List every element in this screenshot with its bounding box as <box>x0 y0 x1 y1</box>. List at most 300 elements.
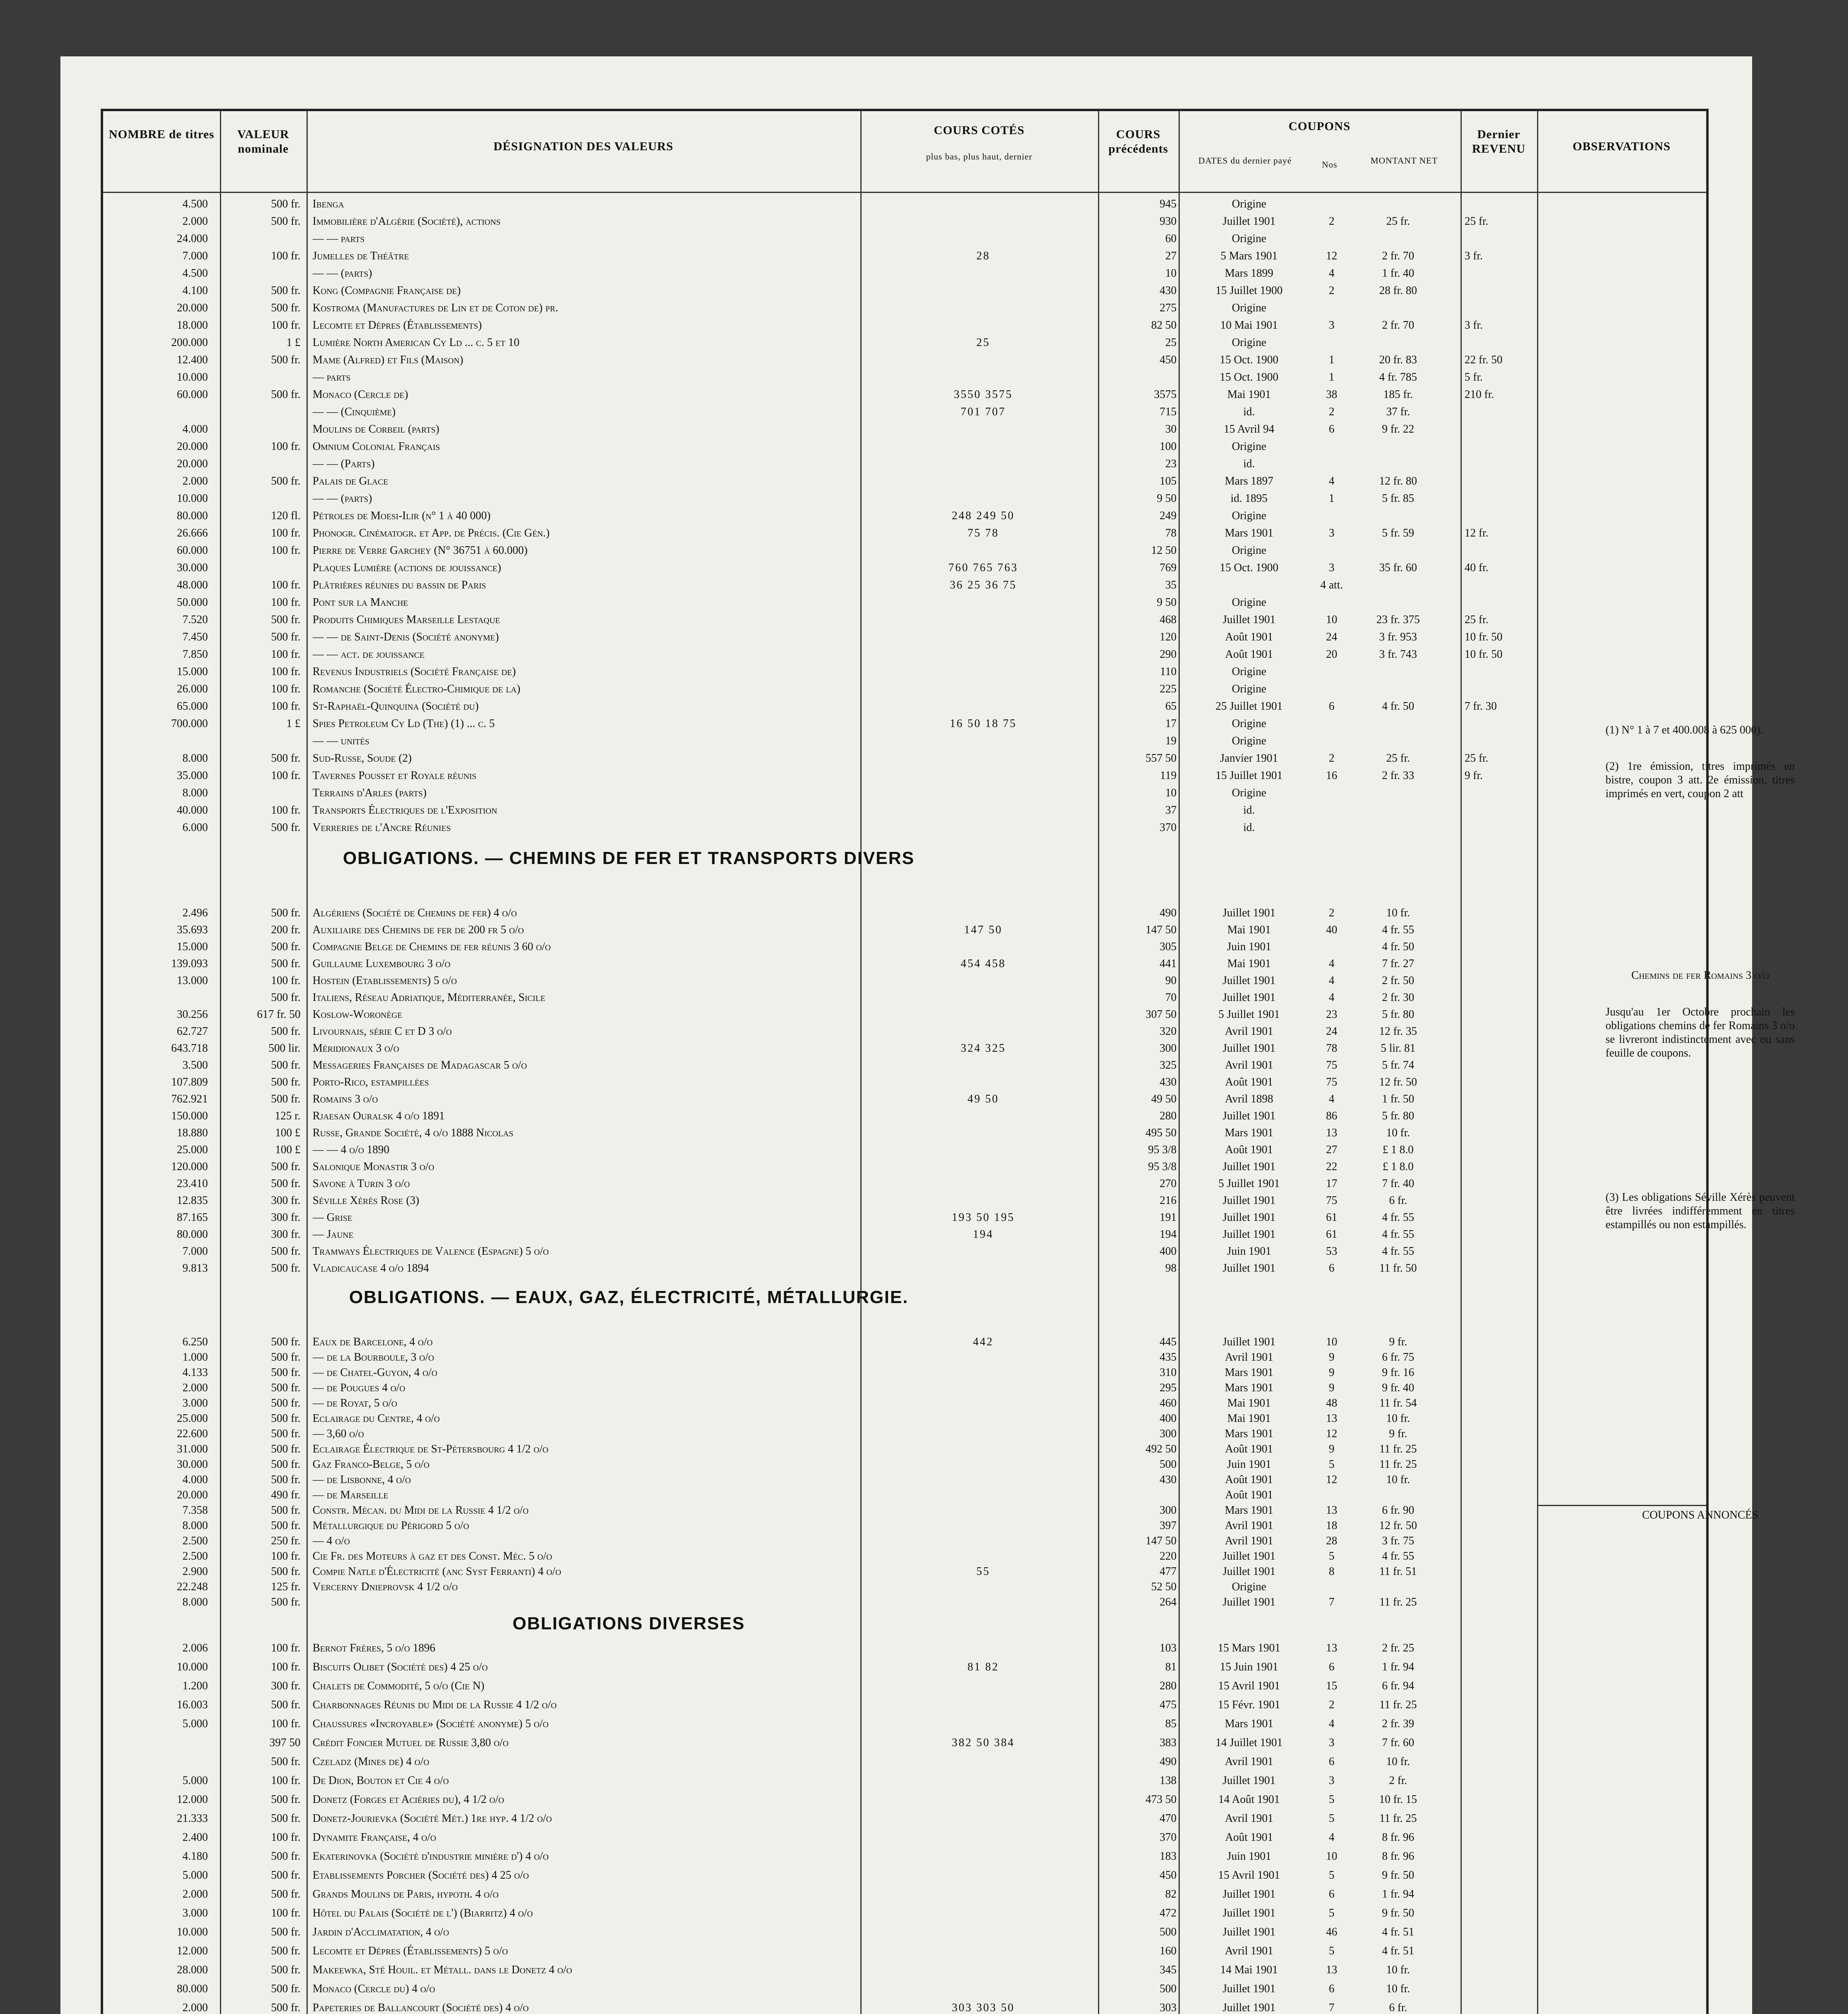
cell-designation: Kostroma (Manufactures de Lin et de Coton de) pr. <box>313 302 558 314</box>
table-row <box>103 1489 1704 1501</box>
cell-coupon-no: 2 <box>1329 752 1334 765</box>
cell-revenu: 12 fr. <box>1465 527 1489 539</box>
table-row <box>103 1093 1704 1105</box>
cell-coupon-date: Juillet 1901 <box>1222 1774 1276 1787</box>
cell-coupon-no: 24 <box>1326 631 1337 643</box>
cell-coupon-date: 25 Juillet 1901 <box>1215 700 1283 713</box>
table-row <box>103 787 1704 799</box>
cell-coupon-date: Origine <box>1232 596 1266 609</box>
cell-nombre: 2.500 <box>182 1535 208 1547</box>
cell-cours-precedent: 430 <box>1160 1473 1177 1486</box>
table-row <box>103 700 1704 713</box>
cell-valeur: 500 fr. <box>271 1755 300 1768</box>
cell-designation: — parts <box>313 371 351 383</box>
table-row <box>103 336 1704 349</box>
cell-cours-precedent: 300 <box>1160 1504 1177 1517</box>
cell-valeur: 500 fr. <box>271 631 300 643</box>
table-row <box>103 1812 1704 1825</box>
table-row <box>103 1144 1704 1156</box>
cell-coupon-no: 23 <box>1326 1008 1337 1021</box>
cell-valeur: 500 fr. <box>271 1596 300 1608</box>
cell-coupon-no: 4 <box>1329 475 1334 487</box>
cell-coupon-no: 2 <box>1329 907 1334 919</box>
cell-cours-precedent: 945 <box>1160 198 1177 210</box>
cell-nombre: 28.000 <box>177 1964 208 1976</box>
table-row <box>103 1680 1704 1692</box>
cell-nombre: 26.000 <box>177 683 208 695</box>
cell-cours-precedent: 160 <box>1160 1945 1177 1957</box>
table-row <box>103 406 1704 418</box>
cell-nombre: 10.000 <box>177 1661 208 1673</box>
cell-cours-precedent: 270 <box>1160 1177 1177 1190</box>
cell-coupon-montant: 12 fr. 50 <box>1379 1519 1417 1532</box>
cell-cours-precedent: 397 <box>1160 1519 1177 1532</box>
cell-cours-precedent: 60 <box>1165 232 1177 245</box>
cell-nombre: 15.000 <box>177 941 208 953</box>
cell-valeur: 500 fr. <box>271 1245 300 1258</box>
cell-valeur: 100 fr. <box>271 1718 300 1730</box>
cell-valeur: 100 fr. <box>271 804 300 816</box>
cell-coupon-no: 5 <box>1329 1793 1334 1806</box>
cell-valeur: 250 fr. <box>271 1535 300 1547</box>
cell-cours-precedent: 490 <box>1160 907 1177 919</box>
cell-designation: Palais de Glace <box>313 475 388 487</box>
cell-coupon-no: 4 <box>1329 974 1334 987</box>
cell-cours-precedent: 95 3/8 <box>1148 1144 1177 1156</box>
cell-coupon-date: Juillet 1901 <box>1222 1228 1276 1241</box>
table-row <box>103 1718 1704 1730</box>
cell-cours-cotes: 193 50 195 <box>952 1211 1015 1224</box>
cell-coupon-montant: 10 fr. <box>1386 1755 1410 1768</box>
cell-valeur: 500 fr. <box>271 1504 300 1517</box>
cell-coupon-no: 78 <box>1326 1042 1337 1055</box>
cell-nombre: 48.000 <box>177 579 208 591</box>
cell-coupon-montant: 4 fr. 55 <box>1382 1550 1415 1562</box>
cell-coupon-date: Avril 1901 <box>1224 1755 1274 1768</box>
cell-coupon-montant: 8 fr. 96 <box>1382 1850 1415 1863</box>
table-row <box>103 1228 1704 1241</box>
header-cours-cotes: COURS COTÉS <box>934 124 1025 137</box>
cell-designation: Vercerny Dnieprovsk 4 1/2 o/o <box>313 1581 458 1593</box>
cell-designation: Dynamite Française, 4 o/o <box>313 1831 436 1844</box>
cell-designation: Guillaume Luxembourg 3 o/o <box>313 957 451 970</box>
cell-designation: — — de Saint-Denis (Société anonyme) <box>313 631 499 643</box>
cell-coupon-montant: 11 fr. 25 <box>1379 1812 1417 1825</box>
table-row <box>103 1888 1704 1900</box>
cell-cours-precedent: 280 <box>1160 1110 1177 1122</box>
cell-valeur: 500 fr. <box>271 1793 300 1806</box>
table-row <box>103 613 1704 626</box>
cell-coupon-montant: 5 fr. 80 <box>1382 1008 1415 1021</box>
table-row <box>103 991 1704 1004</box>
table-row <box>103 284 1704 297</box>
cell-coupon-no: 17 <box>1326 1177 1337 1190</box>
header-designation: DÉSIGNATION DES VALEURS <box>493 140 673 153</box>
cell-coupon-montant: 2 fr. 39 <box>1382 1718 1415 1730</box>
cell-coupon-date: Juillet 1901 <box>1222 1110 1276 1122</box>
cell-designation: — de Chatel-Guyon, 4 o/o <box>313 1366 437 1379</box>
cell-coupon-montant: 23 fr. 375 <box>1376 613 1420 626</box>
cell-cours-precedent: 191 <box>1160 1211 1177 1224</box>
cell-coupon-no: 9 <box>1329 1382 1334 1394</box>
cell-coupon-date: 5 Mars 1901 <box>1220 250 1278 262</box>
cell-coupon-date: 15 Mars 1901 <box>1218 1642 1280 1654</box>
cell-cours-precedent: 495 50 <box>1146 1127 1177 1139</box>
table-row <box>103 1177 1704 1190</box>
cell-coupon-date: Juillet 1901 <box>1222 1211 1276 1224</box>
cell-coupon-date: Août 1901 <box>1225 1489 1273 1501</box>
cell-coupon-date: Juillet 1901 <box>1222 1907 1276 1919</box>
cell-cours-precedent: 9 50 <box>1157 596 1177 609</box>
cell-cours-precedent: 95 3/8 <box>1148 1160 1177 1173</box>
cell-coupon-date: Juillet 1901 <box>1222 1042 1276 1055</box>
table-row <box>103 250 1704 262</box>
cell-coupon-date: Origine <box>1232 302 1266 314</box>
cell-coupon-montant: 2 fr. 70 <box>1382 319 1415 332</box>
cell-cours-precedent: 264 <box>1160 1596 1177 1608</box>
cell-coupon-montant: 2 fr. <box>1389 1774 1407 1787</box>
cell-coupon-no: 3 <box>1329 319 1334 332</box>
cell-nombre: 5.000 <box>182 1774 208 1787</box>
cell-nombre: 2.006 <box>182 1642 208 1654</box>
cell-coupon-no: 4 <box>1329 267 1334 280</box>
cell-coupon-no: 9 <box>1329 1366 1334 1379</box>
cell-designation: Grands Moulins de Paris, hypoth. 4 o/o <box>313 1888 499 1900</box>
cell-cours-precedent: 430 <box>1160 1076 1177 1088</box>
cell-nombre: 643.718 <box>171 1042 208 1055</box>
cell-cours-precedent: 65 <box>1165 700 1177 713</box>
cell-designation: Algériens (Société de Chemins de fer) 4 o/o <box>313 907 517 919</box>
cell-nombre: 60.000 <box>177 544 208 557</box>
cell-designation: — — (Cinquième) <box>313 406 396 418</box>
cell-designation: Jardin d'Acclimatation, 4 o/o <box>313 1926 449 1938</box>
cell-valeur: 500 fr. <box>271 1177 300 1190</box>
cell-valeur: 500 fr. <box>271 1093 300 1105</box>
cell-coupon-date: Mai 1901 <box>1227 388 1271 401</box>
header-nombre: NOMBRE de titres <box>108 128 215 141</box>
cell-valeur: 120 fl. <box>271 510 300 522</box>
cell-valeur: 100 fr. <box>271 596 300 609</box>
cell-coupon-no: 5 <box>1329 1945 1334 1957</box>
table-row <box>103 804 1704 816</box>
cell-nombre: 24.000 <box>177 232 208 245</box>
cell-coupon-no: 53 <box>1326 1245 1337 1258</box>
cell-coupon-montant: 9 fr. 16 <box>1382 1366 1415 1379</box>
cell-designation: Ibenga <box>313 198 344 210</box>
table-row <box>103 319 1704 332</box>
cell-coupon-montant: 11 fr. 25 <box>1379 1596 1417 1608</box>
cell-cours-precedent: 82 50 <box>1151 319 1177 332</box>
cell-designation: Bernot Frères, 5 o/o 1896 <box>313 1642 435 1654</box>
cell-cours-precedent: 383 <box>1160 1736 1177 1749</box>
cell-valeur: 500 fr. <box>271 1076 300 1088</box>
table-row <box>103 665 1704 678</box>
header-dernier-revenu: Dernier REVENU <box>1472 128 1526 155</box>
cell-nombre: 18.000 <box>177 319 208 332</box>
cell-coupon-date: Origine <box>1232 735 1266 747</box>
cell-coupon-date: 5 Juillet 1901 <box>1218 1177 1280 1190</box>
cell-cours-precedent: 103 <box>1160 1642 1177 1654</box>
table-row <box>103 1008 1704 1021</box>
cell-valeur: 500 fr. <box>271 1926 300 1938</box>
cell-valeur: 100 fr. <box>271 1774 300 1787</box>
cell-nombre: 4.180 <box>182 1850 208 1863</box>
table-row <box>103 717 1704 730</box>
cell-coupon-no: 7 <box>1329 1596 1334 1608</box>
cell-designation: Messageries Françaises de Madagascar 5 o/o <box>313 1059 527 1071</box>
cell-nombre: 2.000 <box>182 2002 208 2014</box>
cell-coupon-no: 75 <box>1326 1194 1337 1207</box>
table-row <box>103 354 1704 366</box>
cell-coupon-montant: 1 fr. 94 <box>1382 1661 1415 1673</box>
cell-cours-precedent: 370 <box>1160 821 1177 834</box>
cell-coupon-no: 28 <box>1326 1535 1337 1547</box>
cell-cours-precedent: 49 50 <box>1151 1093 1177 1105</box>
cell-designation: Biscuits Olibet (Société des) 4 25 o/o <box>313 1661 488 1673</box>
cell-coupon-montant: 2 fr. 25 <box>1382 1642 1415 1654</box>
cell-coupon-date: Juin 1901 <box>1227 1245 1271 1258</box>
cell-cours-cotes: 75 78 <box>968 527 999 539</box>
cell-valeur: 100 fr. <box>271 250 300 262</box>
table-row <box>103 1793 1704 1806</box>
cell-coupon-date: Juillet 1901 <box>1222 1888 1276 1900</box>
cell-revenu: 5 fr. <box>1465 371 1483 383</box>
cell-valeur: 617 fr. 50 <box>257 1008 300 1021</box>
cell-designation: Sud-Russe, Soude (2) <box>313 752 412 765</box>
table-row <box>103 974 1704 987</box>
cell-cours-precedent: 930 <box>1160 215 1177 228</box>
cell-valeur: 500 fr. <box>271 1869 300 1881</box>
table-row <box>103 1596 1704 1608</box>
cell-coupon-no: 2 <box>1329 406 1334 418</box>
cell-nombre: 762.921 <box>171 1093 208 1105</box>
cell-coupon-date: Mars 1901 <box>1224 1428 1274 1440</box>
cell-coupon-montant: 6 fr. 94 <box>1382 1680 1415 1692</box>
cell-coupon-no: 13 <box>1326 1964 1337 1976</box>
coupons-annonces-heading: COUPONS ANNONCÉS <box>1642 1509 1759 1521</box>
table-row <box>103 1443 1704 1455</box>
cell-nombre: 62.727 <box>177 1025 208 1038</box>
cell-valeur: 500 fr. <box>271 388 300 401</box>
cell-nombre: 22.248 <box>177 1581 208 1593</box>
cell-valeur: 500 fr. <box>271 1964 300 1976</box>
header-dates: DATES du dernier payé <box>1198 155 1292 166</box>
cell-nombre: 25.000 <box>177 1144 208 1156</box>
cell-cours-precedent: 441 <box>1160 957 1177 970</box>
cell-cours-precedent: 310 <box>1160 1366 1177 1379</box>
cell-nombre: 139.093 <box>171 957 208 970</box>
cell-valeur: 500 fr. <box>271 613 300 626</box>
cell-designation: Métallurgique du Périgord 5 o/o <box>313 1519 469 1532</box>
cell-valeur: 500 fr. <box>271 821 300 834</box>
cell-nombre: 5.000 <box>182 1718 208 1730</box>
cell-coupon-no: 40 <box>1326 924 1337 936</box>
cell-cours-precedent: 82 <box>1165 1888 1177 1900</box>
cell-cours-precedent: 98 <box>1165 1262 1177 1274</box>
cell-cours-precedent: 307 50 <box>1146 1008 1177 1021</box>
cell-coupon-date: Juillet 1901 <box>1222 974 1276 987</box>
cell-coupon-date: Mars 1901 <box>1224 1718 1274 1730</box>
cell-designation: De Dion, Bouton et Cie 4 o/o <box>313 1774 449 1787</box>
cell-cours-precedent: 500 <box>1160 1983 1177 1995</box>
cell-nombre: 23.410 <box>177 1177 208 1190</box>
cell-coupon-date: Origine <box>1232 683 1266 695</box>
cell-coupon-date: 15 Oct. 1900 <box>1220 354 1278 366</box>
cell-coupon-no: 6 <box>1329 1983 1334 1995</box>
cell-nombre: 4.000 <box>182 1473 208 1486</box>
cell-designation: Mame (Alfred) et Fils (Maison) <box>313 354 464 366</box>
cell-coupon-montant: 12 fr. 35 <box>1379 1025 1417 1038</box>
cell-nombre: 12.000 <box>177 1945 208 1957</box>
cell-coupon-date: Mars 1901 <box>1224 527 1274 539</box>
cell-cours-precedent: 147 50 <box>1146 1535 1177 1547</box>
cell-designation: — de Lisbonne, 4 o/o <box>313 1473 411 1486</box>
cell-cours-precedent: 23 <box>1165 458 1177 470</box>
cell-coupon-date: Juin 1901 <box>1227 1850 1271 1863</box>
table-row <box>103 1565 1704 1578</box>
cell-designation: Moulins de Corbeil (parts) <box>313 423 439 435</box>
cell-valeur: 100 £ <box>275 1144 300 1156</box>
cell-coupon-no: 6 <box>1329 1262 1334 1274</box>
cell-valeur: 100 fr. <box>271 769 300 782</box>
cell-coupon-date: Juillet 1901 <box>1222 215 1276 228</box>
cell-designation: — 3,60 o/o <box>313 1428 364 1440</box>
cell-cours-cotes: 49 50 <box>968 1093 999 1105</box>
cell-nombre: 20.000 <box>177 440 208 453</box>
cell-nombre: 10.000 <box>177 492 208 505</box>
cell-cours-cotes: 55 <box>976 1565 990 1578</box>
cell-coupon-montant: 10 fr. <box>1386 1473 1410 1486</box>
cell-cours-precedent: 500 <box>1160 1458 1177 1471</box>
cell-cours-precedent: 70 <box>1165 991 1177 1004</box>
cell-nombre: 200.000 <box>171 336 208 349</box>
cell-revenu: 40 fr. <box>1465 562 1489 574</box>
cell-valeur: 300 fr. <box>271 1211 300 1224</box>
cell-coupon-montant: 9 fr. <box>1389 1428 1407 1440</box>
cell-nombre: 60.000 <box>177 388 208 401</box>
table-row <box>103 475 1704 487</box>
table-row <box>103 440 1704 453</box>
cell-nombre: 80.000 <box>177 1228 208 1241</box>
table-row <box>103 1907 1704 1919</box>
cell-coupon-no: 5 <box>1329 1812 1334 1825</box>
cell-coupon-no: 15 <box>1326 1680 1337 1692</box>
cell-cours-precedent: 78 <box>1165 527 1177 539</box>
cell-coupon-date: Origine <box>1232 787 1266 799</box>
cell-designation: — de la Bourboule, 3 o/o <box>313 1351 434 1363</box>
cell-nombre: 2.500 <box>182 1550 208 1562</box>
table-row <box>103 648 1704 661</box>
cell-coupon-no: 9 <box>1329 1351 1334 1363</box>
cell-cours-precedent: 370 <box>1160 1831 1177 1844</box>
cell-coupon-date: 14 Mai 1901 <box>1220 1964 1278 1976</box>
cell-valeur: 100 fr. <box>271 1907 300 1919</box>
cell-designation: Constr. Mécan. du Midi de la Russie 4 1/2 o/o <box>313 1504 529 1517</box>
cell-designation: — 4 o/o <box>313 1535 350 1547</box>
cell-designation: — Grise <box>313 1211 352 1224</box>
cell-nombre: 20.000 <box>177 1489 208 1501</box>
table-row <box>103 735 1704 747</box>
cell-coupon-date: Juillet 1901 <box>1222 1565 1276 1578</box>
table-row <box>103 683 1704 695</box>
cell-designation: Eclairage du Centre, 4 o/o <box>313 1412 440 1425</box>
cell-designation: Czeladz (Mines de) 4 o/o <box>313 1755 429 1768</box>
cell-revenu: 25 fr. <box>1465 752 1489 765</box>
cell-revenu: 210 fr. <box>1465 388 1494 401</box>
cell-coupon-no: 1 <box>1329 371 1334 383</box>
cell-cours-precedent: 477 <box>1160 1565 1177 1578</box>
cell-designation: — de Marseille <box>313 1489 388 1501</box>
cell-nombre: 16.003 <box>177 1699 208 1711</box>
cell-coupon-montant: 6 fr. <box>1389 2002 1407 2014</box>
table-row <box>103 1869 1704 1881</box>
cell-nombre: 10.000 <box>177 1926 208 1938</box>
cell-coupon-no: 5 <box>1329 1458 1334 1471</box>
cell-valeur: 100 fr. <box>271 1642 300 1654</box>
table-row <box>103 1366 1704 1379</box>
cell-cours-precedent: 27 <box>1165 250 1177 262</box>
cell-valeur: 500 fr. <box>271 284 300 297</box>
cell-coupon-no: 3 <box>1329 562 1334 574</box>
cell-nombre: 120.000 <box>171 1160 208 1173</box>
cell-coupon-no: 4 <box>1329 1093 1334 1105</box>
cell-cours-precedent: 220 <box>1160 1550 1177 1562</box>
table-row <box>103 232 1704 245</box>
cell-designation: — — 4 o/o 1890 <box>313 1144 389 1156</box>
cell-coupon-montant: 9 fr. 22 <box>1382 423 1415 435</box>
cell-coupon-date: Avril 1901 <box>1224 1945 1274 1957</box>
cell-nombre: 10.000 <box>177 371 208 383</box>
cell-valeur: 500 fr. <box>271 752 300 765</box>
cell-valeur: 100 fr. <box>271 648 300 661</box>
table-row <box>103 1519 1704 1532</box>
cell-designation: Compie Natle d'Électricité (anc Syst Ferranti) 4 o/o <box>313 1565 561 1578</box>
cell-revenu: 25 fr. <box>1465 613 1489 626</box>
cell-coupon-no: 3 <box>1329 1736 1334 1749</box>
cell-coupon-no: 12 <box>1326 250 1337 262</box>
cell-nombre: 31.000 <box>177 1443 208 1455</box>
cell-coupon-date: Juillet 1901 <box>1222 1550 1276 1562</box>
table-row <box>103 924 1704 936</box>
cell-valeur: 200 fr. <box>271 924 300 936</box>
cell-cours-precedent: 225 <box>1160 683 1177 695</box>
table-row <box>103 821 1704 834</box>
cell-nombre: 80.000 <box>177 1983 208 1995</box>
cell-coupon-date: Mai 1901 <box>1227 1397 1271 1409</box>
cell-coupon-date: Mars 1901 <box>1224 1504 1274 1517</box>
cell-designation: — — parts <box>313 232 365 245</box>
cell-designation: Romains 3 o/o <box>313 1093 378 1105</box>
cell-revenu: 22 fr. 50 <box>1465 354 1503 366</box>
cell-valeur: 500 lir. <box>268 1042 300 1055</box>
cell-coupon-no: 6 <box>1329 1888 1334 1900</box>
cell-coupon-date: Origine <box>1232 544 1266 557</box>
cell-designation: Papeteries de Ballancourt (Société des) 4 o/o <box>313 2002 529 2014</box>
cell-designation: Lumière North American Cy Ld ... c. 5 et 10 <box>313 336 520 349</box>
cell-valeur: 1 £ <box>286 717 300 730</box>
cell-nombre: 50.000 <box>177 596 208 609</box>
cell-coupon-date: 15 Oct. 1900 <box>1220 371 1278 383</box>
cell-coupon-date: Juin 1901 <box>1227 941 1271 953</box>
cell-coupon-date: Avril 1901 <box>1224 1059 1274 1071</box>
table-row <box>103 1661 1704 1673</box>
cell-coupon-montant: 6 fr. <box>1389 1194 1407 1207</box>
cell-cours-precedent: 19 <box>1165 735 1177 747</box>
cell-valeur: 300 fr. <box>271 1228 300 1241</box>
cell-coupon-montant: 1 fr. 40 <box>1382 267 1415 280</box>
cell-nombre: 80.000 <box>177 510 208 522</box>
cell-nombre: 30.256 <box>177 1008 208 1021</box>
